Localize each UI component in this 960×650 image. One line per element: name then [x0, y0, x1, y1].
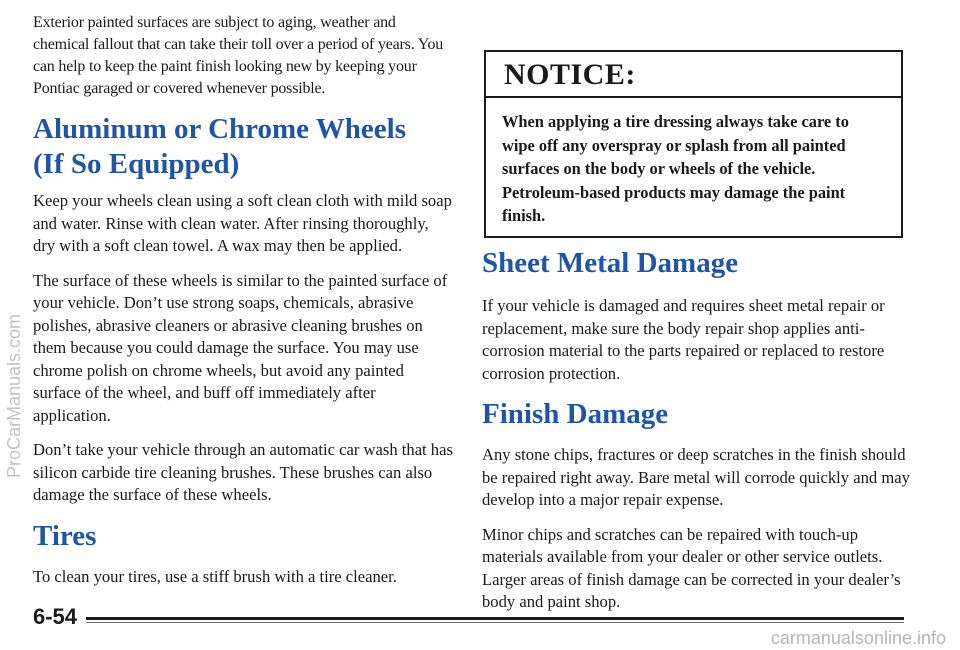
finish-damage-heading: Finish Damage — [482, 398, 669, 430]
intro-paragraph: Exterior painted surfaces are subject to aging, weather and chemical fallout that can take their toll over a period of years. You can help to keep the paint finish looking new by keeping your Pontiac garaged or covered whenever possible. — [33, 14, 444, 97]
sheet-metal-paragraph: If your vehicle is damaged and requires sheet metal repair or replacement, make sure the body repair shop applies anti-corrosion material to the parts repaired or replaced to restore corrosion protection. — [482, 296, 885, 383]
wheels-paragraph-3: Don’t take your vehicle through an automatic car wash that has silicon carbide tire cleaning brushes. These brushes can also damage the surface of these wheels. — [33, 440, 453, 504]
left-column — [33, 12, 453, 600]
sheet-metal-heading: Sheet Metal Damage — [482, 247, 739, 279]
footer-rule — [86, 617, 904, 620]
watermark-horizontal: carmanualsonline.info — [770, 628, 946, 648]
wheels-heading-line2: (If So Equipped) — [33, 148, 240, 180]
notice-box — [484, 50, 903, 238]
finish-paragraph-1: Any stone chips, fractures or deep scratches in the finish should be repaired right away. Bare metal will corrode quickly and may develop into a major repair expense. — [482, 445, 910, 509]
notice-title: NOTICE: — [486, 52, 901, 98]
right-column — [482, 246, 910, 626]
notice-body: When applying a tire dressing always take care to wipe off any overspray or splash from all painted surfaces on the body or wheels of the vehicle. Petroleum-based products may damage the paint finish. — [502, 112, 849, 225]
wheels-paragraph-2: The surface of these wheels is similar to the painted surface of your vehicle. Don’t use strong soaps, chemicals, abrasive polishes, abrasive cleaners or abrasive cleaning brushes on them because you could damage the surface. You may use chrome polish on chrome wheels, but avoid any painted surface of the wheel, and buff off immediately after application. — [33, 270, 448, 425]
finish-paragraph-2: Minor chips and scratches can be repaired with touch-up materials available from your dealer or other service outlets. Larger areas of finish damage can be corrected in your dealer’s body and paint shop. — [482, 524, 901, 611]
tires-heading: Tires — [33, 519, 97, 552]
wheels-heading — [33, 112, 453, 182]
footer-rule-thin — [86, 622, 904, 623]
wheels-paragraph-1: Keep your wheels clean using a soft clean cloth with mild soap and water. Rinse with clean water. After rinsing thoroughly, dry with a soft clean towel. A wax may then be applied. — [33, 191, 452, 255]
page-number: 6-54 — [33, 604, 78, 629]
watermark-vertical — [4, 238, 26, 478]
tires-paragraph: To clean your tires, use a stiff brush with a tire cleaner. — [33, 566, 397, 586]
wheels-heading-line1: Aluminum or Chrome Wheels — [33, 113, 406, 145]
watermark-vertical-text: ProCarManuals.com — [4, 313, 24, 478]
